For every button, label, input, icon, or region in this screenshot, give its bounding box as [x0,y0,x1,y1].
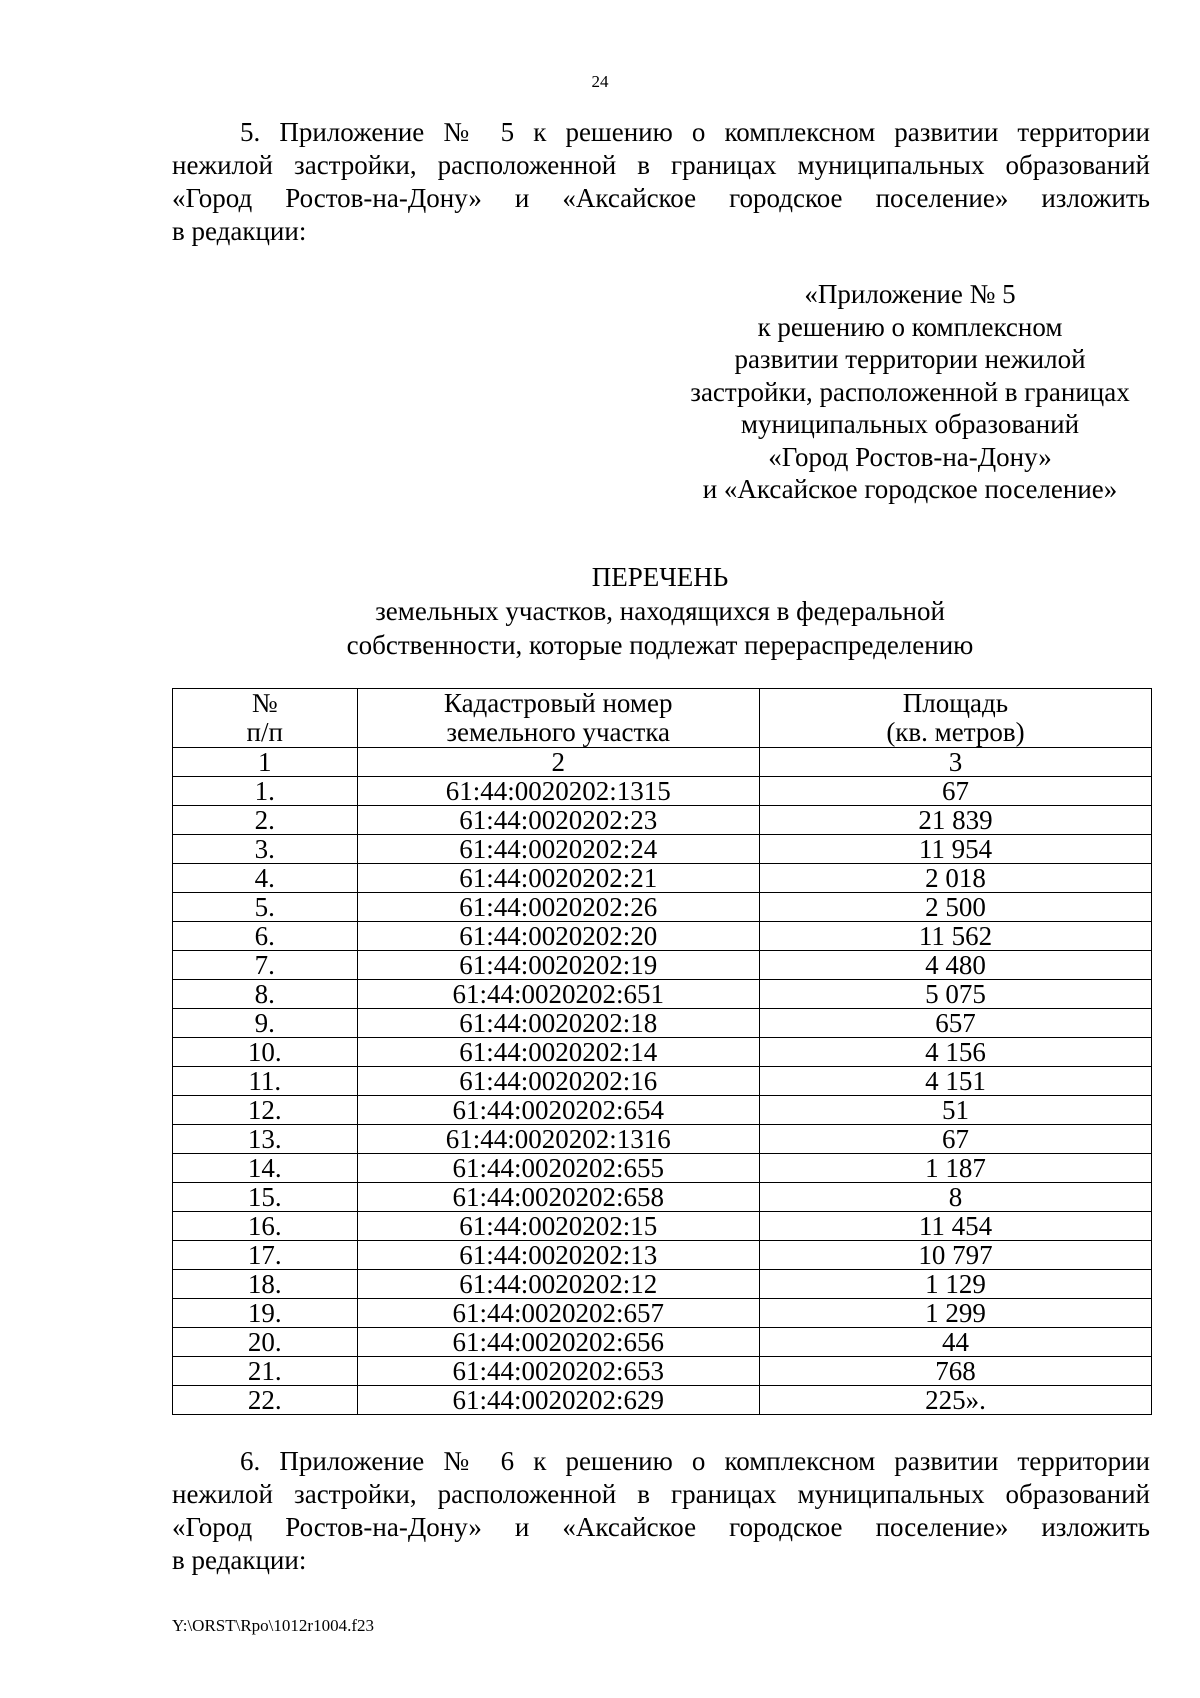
page-number: 24 [591,72,609,91]
area-cell: 21 839 [759,806,1151,835]
parcels-table [172,688,1152,1415]
table-row [173,893,1152,922]
table-row [173,1009,1152,1038]
area-cell: 225». [759,1386,1151,1415]
area-cell: 4 156 [759,1038,1151,1067]
cadastral-number-cell: 61:44:0020202:651 [357,980,759,1009]
area-cell: 4 480 [759,951,1151,980]
table-row [173,922,1152,951]
column-number: 1 [173,748,358,777]
file-path-footer: Y:\ORST\Rpo\1012r1004.f23 [172,1616,374,1635]
table-row [173,777,1152,806]
cadastral-number-cell: 61:44:0020202:21 [357,864,759,893]
appendix-header-line: к решению о комплексном [757,311,1063,342]
area-cell: 1 129 [759,1270,1151,1299]
row-number-cell: 11. [173,1067,358,1096]
area-cell: 2 018 [759,864,1151,893]
table-row [173,1096,1152,1125]
list-subtitle-line: земельных участков, находящихся в федеральной [375,596,945,626]
row-number-cell: 9. [173,1009,358,1038]
cadastral-number-cell: 61:44:0020202:629 [357,1386,759,1415]
area-cell: 10 797 [759,1241,1151,1270]
row-number-cell: 10. [173,1038,358,1067]
header-area [759,689,1151,748]
paragraph-line: в редакции: [172,216,307,246]
row-number-cell: 17. [173,1241,358,1270]
cadastral-number-cell: 61:44:0020202:18 [357,1009,759,1038]
table-row [173,806,1152,835]
cadastral-number-cell: 61:44:0020202:656 [357,1328,759,1357]
table-row [173,1328,1152,1357]
cadastral-number-cell: 61:44:0020202:19 [357,951,759,980]
table-row [173,1241,1152,1270]
header-number-line1: № [251,688,278,718]
area-cell: 67 [759,777,1151,806]
header-number-line2: п/п [246,717,283,747]
area-cell: 67 [759,1125,1151,1154]
row-number-cell: 7. [173,951,358,980]
area-cell: 11 562 [759,922,1151,951]
cadastral-number-cell: 61:44:0020202:13 [357,1241,759,1270]
table-row [173,980,1152,1009]
area-cell: 657 [759,1009,1151,1038]
row-number-cell: 19. [173,1299,358,1328]
cadastral-number-cell: 61:44:0020202:15 [357,1212,759,1241]
area-cell: 11 954 [759,835,1151,864]
paragraph-5 [172,116,1150,248]
cadastral-number-cell: 61:44:0020202:14 [357,1038,759,1067]
row-number-cell: 15. [173,1183,358,1212]
cadastral-number-cell: 61:44:0020202:655 [357,1154,759,1183]
table-row [173,1386,1152,1415]
row-number-cell: 13. [173,1125,358,1154]
header-cadastral-line1: Кадастровый номер [443,688,673,718]
list-subtitle-line: собственности, которые подлежат перераспределению [346,630,974,660]
table-row [173,1067,1152,1096]
area-cell: 768 [759,1357,1151,1386]
paragraph-line: «Город Ростов-на-Дону» и «Аксайское городское поселение» изложить [172,183,1150,213]
column-number: 2 [357,748,759,777]
paragraph-line: 6. Приложение № 6 к решению о комплексном развитии территории [240,1446,1150,1476]
table-header-row [173,689,1152,748]
appendix-header-line: «Приложение № 5 [804,279,1016,309]
header-area-line1: Площадь [902,688,1009,718]
cadastral-number-cell: 61:44:0020202:26 [357,893,759,922]
table-row [173,1154,1152,1183]
header-cadastral [357,689,759,748]
cadastral-number-cell: 61:44:0020202:23 [357,806,759,835]
table-row [173,1212,1152,1241]
cadastral-number-cell: 61:44:0020202:654 [357,1096,759,1125]
table-row [173,1125,1152,1154]
table-row [173,1357,1152,1386]
row-number-cell: 1. [173,777,358,806]
row-number-cell: 21. [173,1357,358,1386]
cadastral-number-cell: 61:44:0020202:653 [357,1357,759,1386]
cadastral-number-cell: 61:44:0020202:658 [357,1183,759,1212]
paragraph-line: нежилой застройки, расположенной в границах муниципальных образований [172,1479,1150,1509]
table-row [173,1299,1152,1328]
cadastral-number-cell: 61:44:0020202:657 [357,1299,759,1328]
row-number-cell: 6. [173,922,358,951]
row-number-cell: 5. [173,893,358,922]
paragraph-line: в редакции: [172,1545,307,1575]
area-cell: 4 151 [759,1067,1151,1096]
row-number-cell: 18. [173,1270,358,1299]
cadastral-number-cell: 61:44:0020202:1315 [357,777,759,806]
area-cell: 11 454 [759,1212,1151,1241]
appendix-header-line: «Город Ростов-на-Дону» [768,441,1052,472]
row-number-cell: 3. [173,835,358,864]
row-number-cell: 2. [173,806,358,835]
cadastral-number-cell: 61:44:0020202:12 [357,1270,759,1299]
column-number-row [173,748,1152,777]
appendix-header-line: и «Аксайское городское поселение» [702,474,1118,504]
appendix-header-line: застройки, расположенной в границах [690,376,1130,407]
paragraph-line: 5. Приложение № 5 к решению о комплексном развитии территории [240,117,1150,147]
table-row [173,1270,1152,1299]
table-row [173,864,1152,893]
paragraph-line: «Город Ростов-на-Дону» и «Аксайское городское поселение» изложить [172,1512,1150,1542]
appendix-header-line: муниципальных образований [740,409,1080,439]
area-cell: 5 075 [759,980,1151,1009]
header-cadastral-line2: земельного участка [446,717,671,747]
row-number-cell: 16. [173,1212,358,1241]
header-area-line2: (кв. метров) [886,717,1025,747]
table-row [173,1038,1152,1067]
column-number: 3 [759,748,1151,777]
cadastral-number-cell: 61:44:0020202:20 [357,922,759,951]
row-number-cell: 22. [173,1386,358,1415]
area-cell: 8 [759,1183,1151,1212]
area-cell: 2 500 [759,893,1151,922]
paragraph-6 [172,1445,1150,1577]
area-cell: 1 299 [759,1299,1151,1328]
table-row [173,835,1152,864]
cadastral-number-cell: 61:44:0020202:16 [357,1067,759,1096]
area-cell: 44 [759,1328,1151,1357]
list-heading: ПЕРЕЧЕНЬ [591,562,729,592]
row-number-cell: 8. [173,980,358,1009]
row-number-cell: 4. [173,864,358,893]
header-number [173,689,358,748]
cadastral-number-cell: 61:44:0020202:24 [357,835,759,864]
appendix-header-line: развитии территории нежилой [734,344,1086,374]
appendix-header [660,278,1160,506]
paragraph-line: нежилой застройки, расположенной в границах муниципальных образований [172,150,1150,180]
table-row [173,951,1152,980]
row-number-cell: 14. [173,1154,358,1183]
row-number-cell: 12. [173,1096,358,1125]
cadastral-number-cell: 61:44:0020202:1316 [357,1125,759,1154]
area-cell: 1 187 [759,1154,1151,1183]
list-title [0,560,1200,662]
table-row [173,1183,1152,1212]
table-body [173,777,1152,1415]
area-cell: 51 [759,1096,1151,1125]
row-number-cell: 20. [173,1328,358,1357]
